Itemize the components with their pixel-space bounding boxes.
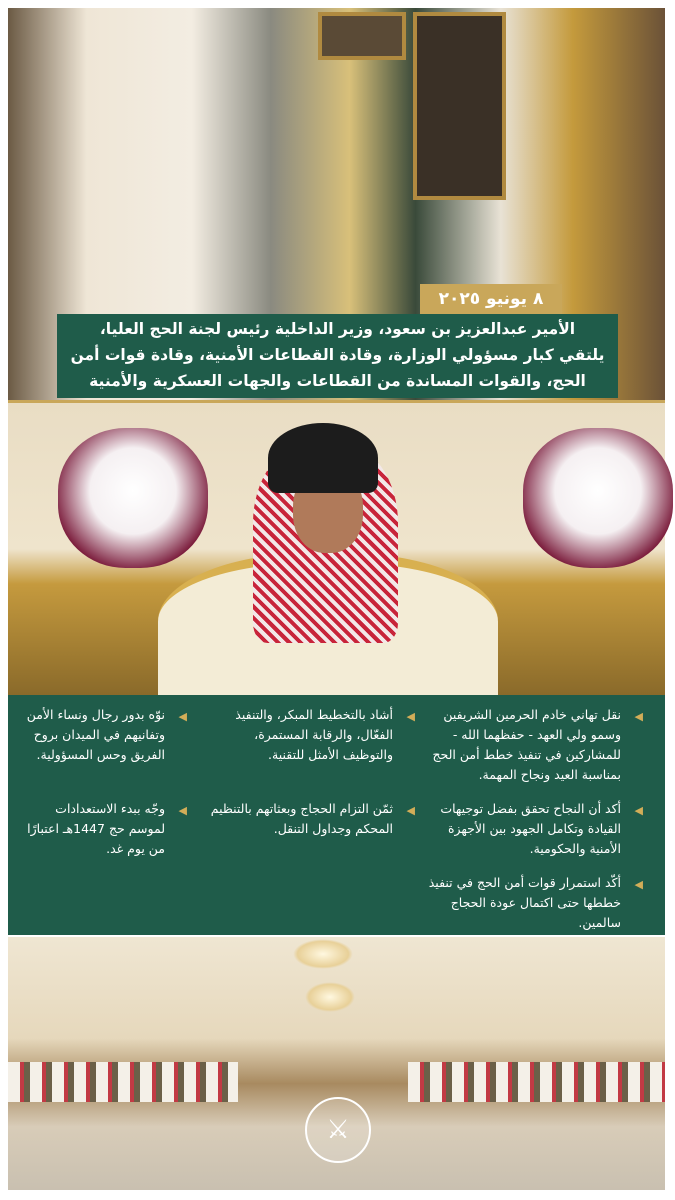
list-item [418,873,643,933]
chandelier [293,939,353,969]
list-item [418,705,643,785]
bullet-text: نوّه بدور رجال ونساء الأمن وتفانيهم في الميدان بروح الفريق وحس المسؤولية. [26,707,165,762]
bullet-triangle-icon: ◀ [634,878,643,891]
attendees-right [408,1062,665,1102]
list-item [203,705,415,765]
headline-line: يلتقي كبار مسؤولي الوزارة، وقادة القطاعات الأمنية، وقادة قوات أمن [70,346,605,364]
bullet-text: أكّد استمرار قوات أمن الحج في تنفيذ خططها حتى اكتمال عودة الحجاج سالمين. [428,875,621,930]
bullet-triangle-icon: ◀ [634,804,643,817]
wall-portrait-frame [318,12,406,60]
bullet-triangle-icon: ◀ [406,804,415,817]
bullet-text: وجّه ببدء الاستعدادات لموسم حج 1447هـ اعتبارًا من يوم غد. [27,801,165,856]
bullet-triangle-icon: ◀ [178,710,187,723]
bullet-triangle-icon: ◀ [178,804,187,817]
column-right [418,705,643,947]
attendees-left [8,1062,238,1102]
key-points-panel [8,695,665,935]
list-item [418,799,643,859]
headline-box [57,314,618,398]
bullet-triangle-icon: ◀ [634,710,643,723]
list-item [203,799,415,839]
headline-line: الأمير عبدالعزيز بن سعود، وزير الداخلية رئيس لجنة الحج العليا، [99,320,576,338]
list-item [15,705,187,765]
chandelier [305,982,355,1012]
bullet-text: ثمّن التزام الحجاج وبعثاتهم بالتنظيم المحكم وجداول التنقل. [210,801,393,836]
headline-line: الحج، والقوات المساندة من القطاعات والجهات العسكرية والأمنية [89,372,586,390]
wall-portrait-frame [413,12,506,200]
date-badge: ٨ يونيو ٢٠٢٥ [420,284,562,314]
bullet-text: أشاد بالتخطيط المبكر، والتنفيذ الفعّال، والرقابة المستمرة، والتوظيف الأمثل للتقنية. [235,707,393,762]
portrait-photo [8,403,665,695]
column-middle [203,705,415,853]
list-item [15,799,187,859]
bullet-triangle-icon: ◀ [406,710,415,723]
prince-portrait [158,413,498,695]
ministry-emblem-icon: ⚔ [305,1097,371,1163]
column-left [15,705,187,873]
bullet-text: نقل تهاني خادم الحرمين الشريفين وسمو ولي العهد - حفظهما الله - للمشاركين في تنفيذ خطط أمن الحج بمناسبة العيد ونجاح المهمة. [432,707,621,782]
bullet-text: أكد أن النجاح تحقق بفضل توجيهات القيادة وتكامل الجهود بين الأجهزة الأمنية والحكومية. [440,801,621,856]
vase-right [523,428,673,568]
